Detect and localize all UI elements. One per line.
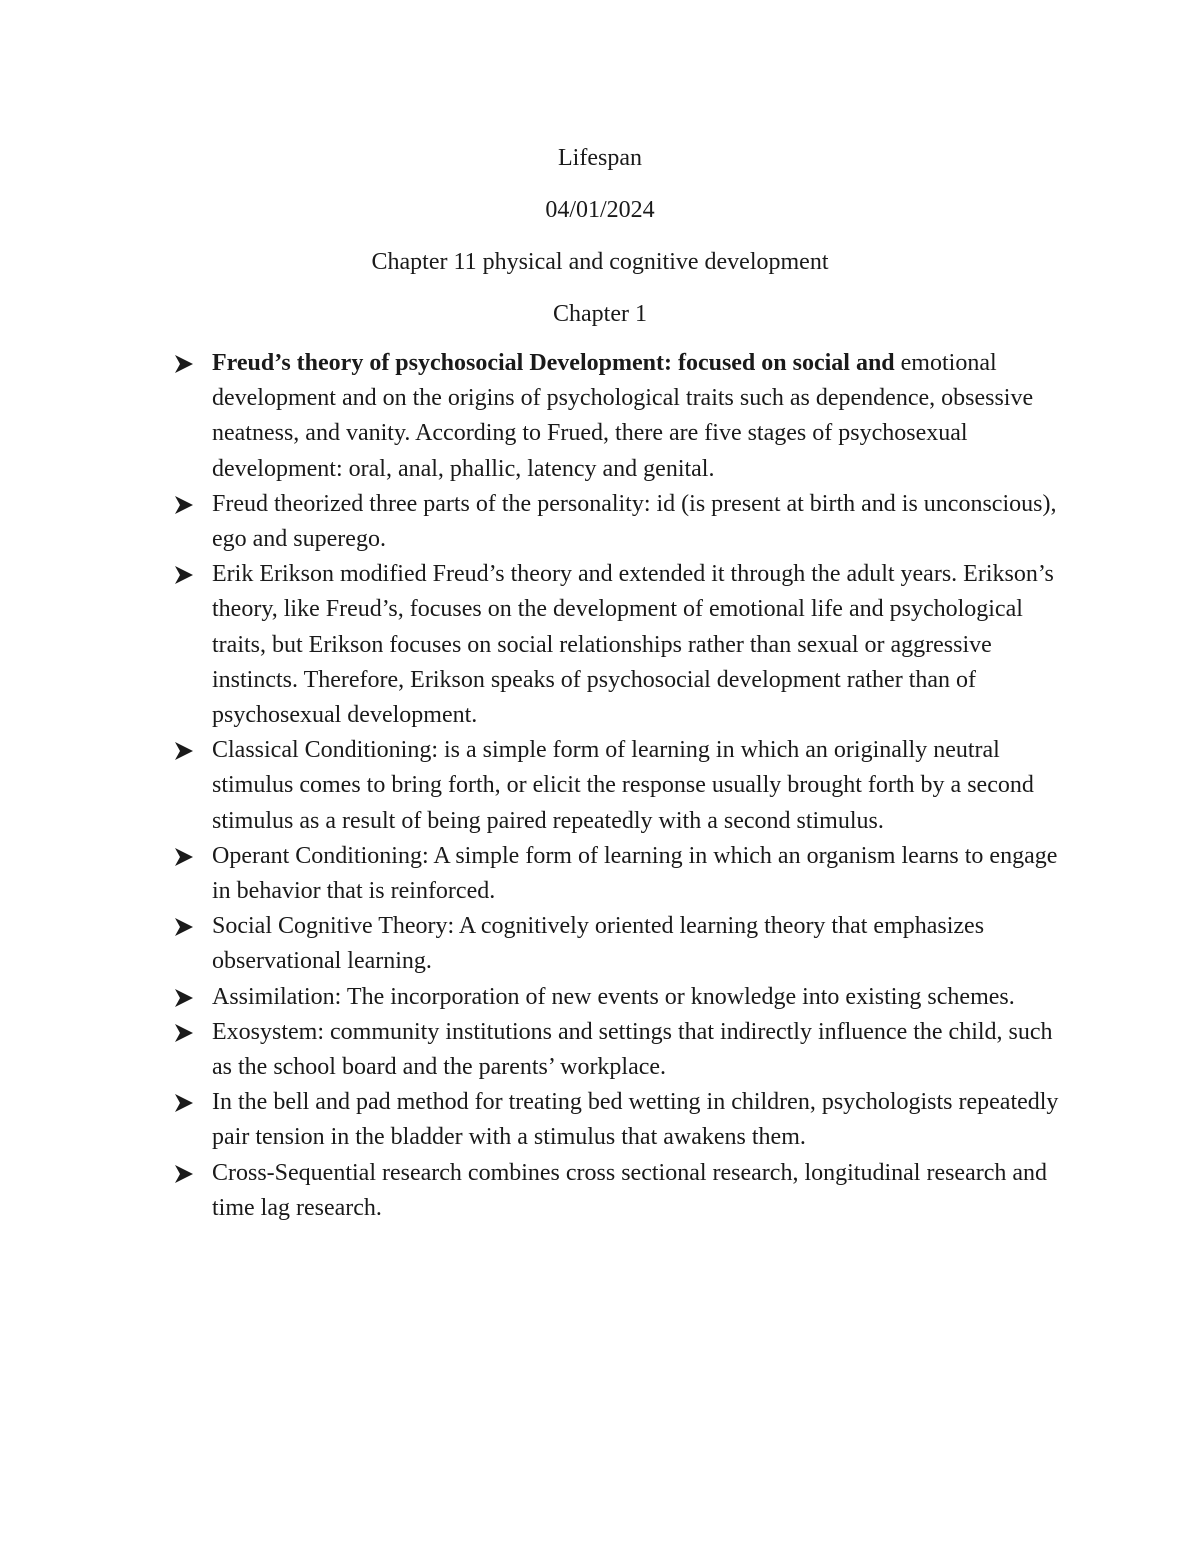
chapter-heading: Chapter 11 physical and cognitive development [371,249,829,275]
list-item [174,346,1074,487]
arrowhead-bullet-icon [174,565,194,585]
arrowhead-bullet-icon [174,354,194,374]
note-term: Freud’s theory of psychosocial Development: focused on social and [212,350,895,376]
list-item [174,557,1074,733]
list-item [174,909,1074,979]
note-text: Freud theorized three parts of the personality: id (is present at birth and is unconscious), ego and superego. [212,490,1057,553]
arrowhead-bullet-icon [174,1093,194,1113]
note-text: Classical Conditioning: is a simple form of learning in which an originally neutral stimulus comes to bring forth, or elicit the response usually brought forth by a second stimulus as a result of being paired repeatedly with a second stimulus. [212,737,1034,834]
arrowhead-bullet-icon [174,847,194,867]
arrowhead-bullet-icon [174,917,194,937]
arrowhead-bullet-icon [174,988,194,1008]
list-item [174,839,1074,909]
note-text: Assimilation: The incorporation of new events or knowledge into existing schemes. [212,983,1015,1010]
list-item [174,1156,1074,1226]
arrowhead-bullet-icon [174,1023,194,1043]
list-item [174,487,1074,557]
note-text: In the bell and pad method for treating bed wetting in children, psychologists repeatedly pair tension in the bladder with a stimulus that awakens them. [212,1089,1059,1151]
list-item [174,1085,1074,1155]
document-title: Lifespan [558,145,642,171]
note-text: Erik Erikson modified Freud’s theory and extended it through the adult years. Erikson’s theory, like Freud’s, focuses on the development of emotional life and psychological traits, but Erikson focuses on social relationships rather than sexual or aggressive instincts. Therefore, Erikson speaks of psychosocial development rather than of psychosexual development. [212,561,1054,729]
note-text: Cross-Sequential research combines cross sectional research, longitudinal research and time lag research. [212,1159,1048,1221]
note-text: emotional development and on the origins of psychological traits such as dependence, obsessive neatness, and vanity. According to Frued, there are five stages of psychosexual development: oral, anal, phallic, latency and genital. [212,350,1034,482]
list-item [174,1015,1074,1085]
subchapter-heading: Chapter 1 [553,301,647,327]
arrowhead-bullet-icon [174,1164,194,1184]
note-text: Exosystem: community institutions and settings that indirectly influence the child, such as the school board and the parents’ workplace. [212,1018,1053,1081]
note-text: Social Cognitive Theory: A cognitively oriented learning theory that emphasizes observational learning. [212,913,985,975]
document-date: 04/01/2024 [545,197,655,223]
list-item [174,733,1074,839]
arrowhead-bullet-icon [174,495,194,515]
note-text: Operant Conditioning: A simple form of learning in which an organism learns to engage in behavior that is reinforced. [212,842,1058,905]
arrowhead-bullet-icon [174,741,194,761]
list-item [174,980,1074,1015]
notes-list [174,346,1074,1226]
